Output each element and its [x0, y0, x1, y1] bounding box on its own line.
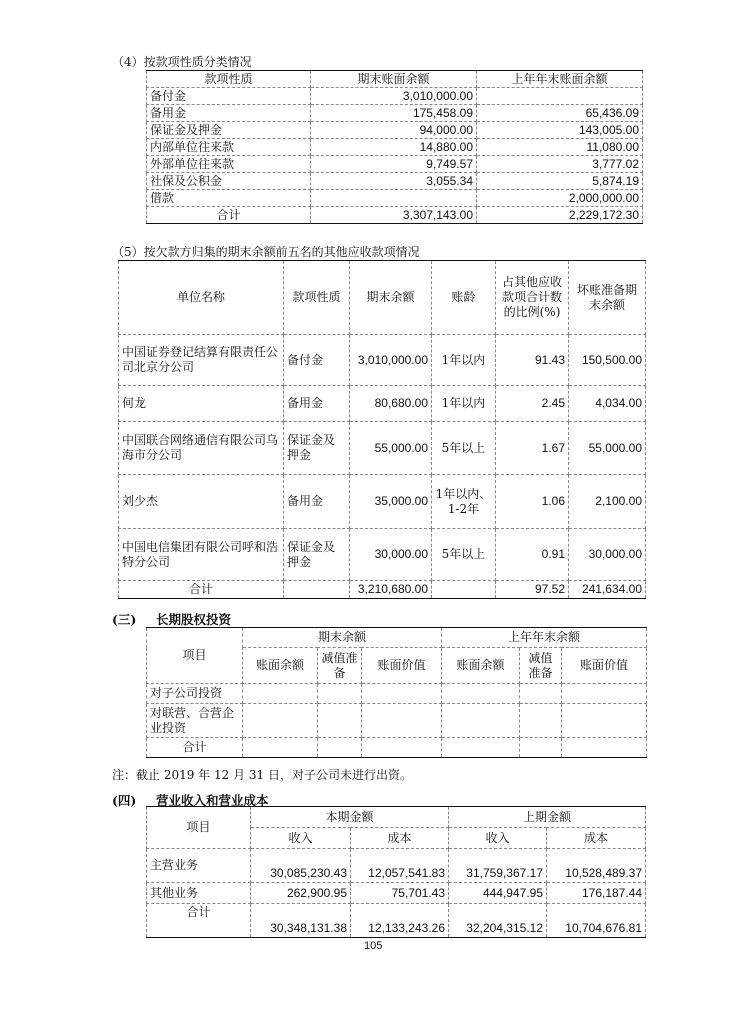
- column-header: 上年年末账面余额: [477, 71, 643, 88]
- cell-value: 3,055.34: [311, 173, 477, 190]
- empty-cell: [318, 684, 362, 704]
- total-label: 合计: [147, 207, 311, 224]
- cell-value: 80,680.00: [350, 386, 432, 422]
- cell-value: 备用金: [284, 475, 350, 529]
- table-row: [119, 475, 646, 529]
- debtor-name: 中国证券登记结算有限责任公司北京分公司: [119, 335, 284, 386]
- column-header: 成本: [351, 828, 449, 849]
- group-header: 本期金额: [251, 807, 449, 828]
- empty-cell: [243, 684, 318, 704]
- table-row: [147, 105, 643, 122]
- cell-value: 2.45: [496, 386, 569, 422]
- table-row: [147, 684, 647, 704]
- row-label: 社保及公积金: [147, 173, 311, 190]
- column-header: 项目: [147, 628, 243, 684]
- section-4b-title: 营业收入和营业成本: [156, 793, 269, 808]
- cell-value: 30,085,230.43: [251, 849, 351, 883]
- section-3-number: (三): [112, 612, 137, 627]
- column-header: 项目: [147, 807, 251, 849]
- empty-cell: [562, 684, 647, 704]
- total-value: 3,210,680.00: [350, 581, 432, 599]
- table-row: [147, 156, 643, 173]
- table-total-row: [147, 904, 646, 938]
- cell-value: 55,000.00: [569, 422, 646, 475]
- cell-value: 444,947.95: [449, 883, 547, 904]
- row-label: 内部单位往来款: [147, 139, 311, 156]
- long-term-equity-table: [146, 627, 647, 758]
- cell-value: 65,436.09: [477, 105, 643, 122]
- total-value: 2,229,172.30: [477, 207, 643, 224]
- row-label: 备用金: [147, 105, 311, 122]
- column-header: 成本: [547, 828, 646, 849]
- cell-value: 30,000.00: [350, 529, 432, 581]
- column-header: 占其他应收款项合计数的比例(%): [496, 261, 569, 335]
- column-header: 账面价值: [362, 648, 442, 684]
- empty-cell: [442, 684, 520, 704]
- cell-value: 35,000.00: [350, 475, 432, 529]
- empty-cell: [562, 704, 647, 738]
- section-4-heading: （4）按款项性质分类情况: [112, 55, 252, 69]
- cell-value: 5年以上: [432, 529, 496, 581]
- empty-cell: [318, 738, 362, 758]
- empty-cell: [243, 738, 318, 758]
- column-header: 收入: [449, 828, 547, 849]
- column-header: 款项性质: [147, 71, 311, 88]
- cell-value: 31,759,367.17: [449, 849, 547, 883]
- cell-value: 30,000.00: [569, 529, 646, 581]
- page-number: 105: [364, 940, 383, 952]
- top-five-debtors-table: [118, 260, 646, 599]
- total-label: 合计: [147, 904, 251, 938]
- row-label: 备付金: [147, 88, 311, 105]
- column-header: 账面价值: [562, 648, 647, 684]
- cell-value: 91.43: [496, 335, 569, 386]
- cell-value: 5年以上: [432, 422, 496, 475]
- cell-value: 175,458.09: [311, 105, 477, 122]
- cell-value: 保证金及押金: [284, 529, 350, 581]
- empty-cell: [362, 684, 442, 704]
- cell-value: 150,500.00: [569, 335, 646, 386]
- empty-cell: [520, 738, 562, 758]
- cell-value: 262,900.95: [251, 883, 351, 904]
- column-header: 期末账面余额: [311, 71, 477, 88]
- total-label: 合计: [147, 738, 243, 758]
- cell-value: 143,005.00: [477, 122, 643, 139]
- group-header: 期末余额: [243, 628, 442, 648]
- empty-cell: [362, 704, 442, 738]
- cell-value: 55,000.00: [350, 422, 432, 475]
- cell-value: 0.91: [496, 529, 569, 581]
- table-row: [119, 335, 646, 386]
- cell-value: 备付金: [284, 335, 350, 386]
- cell-value: 备用金: [284, 386, 350, 422]
- column-header: 账面余额: [243, 648, 318, 684]
- table-row: [119, 386, 646, 422]
- cell-value: 9,749.57: [311, 156, 477, 173]
- section-4b-number: (四): [112, 793, 137, 808]
- revenue-cost-table: [146, 806, 646, 938]
- table-header-row: [147, 807, 646, 828]
- table-row: [147, 88, 643, 105]
- empty-cell: [520, 684, 562, 704]
- row-label: 对联营、合营企业投资: [147, 704, 243, 738]
- cell-value: 94,000.00: [311, 122, 477, 139]
- total-value: 97.52: [496, 581, 569, 599]
- column-header: 账面余额: [442, 648, 520, 684]
- empty-cell: [362, 738, 442, 758]
- column-header: 收入: [251, 828, 351, 849]
- nature-classification-table: [146, 70, 643, 224]
- column-header: 坏账准备期末余额: [569, 261, 646, 335]
- total-value: 30,348,131.38: [251, 904, 351, 938]
- total-value: 3,307,143.00: [311, 207, 477, 224]
- column-header: 减值准备: [520, 648, 562, 684]
- total-value: 12,133,243.26: [351, 904, 449, 938]
- empty-cell: [562, 738, 647, 758]
- empty-cell: [520, 704, 562, 738]
- total-value: [284, 581, 350, 599]
- cell-value: 12,057,541.83: [351, 849, 449, 883]
- note-text: 注：截止 2019 年 12 月 31 日，对子公司未进行出资。: [112, 768, 412, 782]
- cell-value: 4,034.00: [569, 386, 646, 422]
- table-row: [147, 883, 646, 904]
- cell-value: [311, 190, 477, 207]
- cell-value: 3,010,000.00: [350, 335, 432, 386]
- table-row: [147, 139, 643, 156]
- cell-value: 10,528,489.37: [547, 849, 646, 883]
- table-row: [147, 173, 643, 190]
- table-row: [119, 529, 646, 581]
- debtor-name: 中国联合网络通信有限公司乌海市分公司: [119, 422, 284, 475]
- cell-value: 11,080.00: [477, 139, 643, 156]
- row-label: 主营业务: [147, 849, 251, 883]
- empty-cell: [243, 704, 318, 738]
- group-header: 上期金额: [449, 807, 646, 828]
- cell-value: 75,701.43: [351, 883, 449, 904]
- cell-value: 5,874.19: [477, 173, 643, 190]
- row-label: 保证金及押金: [147, 122, 311, 139]
- cell-value: [477, 88, 643, 105]
- table-header-row: [147, 71, 643, 88]
- table-header-row: [119, 261, 646, 335]
- column-header: 账龄: [432, 261, 496, 335]
- cell-value: 保证金及押金: [284, 422, 350, 475]
- row-label: 借款: [147, 190, 311, 207]
- table-row: [147, 190, 643, 207]
- empty-cell: [318, 704, 362, 738]
- empty-cell: [442, 704, 520, 738]
- table-row: [147, 122, 643, 139]
- cell-value: 1年以内: [432, 335, 496, 386]
- group-header: 上年年末余额: [442, 628, 647, 648]
- debtor-name: 何龙: [119, 386, 284, 422]
- row-label: 对子公司投资: [147, 684, 243, 704]
- row-label: 外部单位往来款: [147, 156, 311, 173]
- total-value: 241,634.00: [569, 581, 646, 599]
- total-value: [432, 581, 496, 599]
- table-total-row: [147, 738, 647, 758]
- cell-value: 176,187.44: [547, 883, 646, 904]
- column-header: 款项性质: [284, 261, 350, 335]
- cell-value: 14,880.00: [311, 139, 477, 156]
- section-3-title: 长期股权投资: [156, 612, 232, 627]
- column-header: 单位名称: [119, 261, 284, 335]
- cell-value: 1.06: [496, 475, 569, 529]
- cell-value: 3,010,000.00: [311, 88, 477, 105]
- total-label: 合计: [119, 581, 284, 599]
- debtor-name: 中国电信集团有限公司呼和浩特分公司: [119, 529, 284, 581]
- table-total-row: [119, 581, 646, 599]
- total-value: 10,704,676.81: [547, 904, 646, 938]
- cell-value: 2,100.00: [569, 475, 646, 529]
- table-row: [119, 422, 646, 475]
- table-row: [147, 849, 646, 883]
- column-header: 减值准备: [318, 648, 362, 684]
- table-total-row: [147, 207, 643, 224]
- column-header: 期末余额: [350, 261, 432, 335]
- cell-value: 3,777.02: [477, 156, 643, 173]
- debtor-name: 刘少杰: [119, 475, 284, 529]
- section-5-heading: （5）按欠款方归集的期末余额前五名的其他应收款项情况: [112, 245, 420, 259]
- cell-value: 2,000,000.00: [477, 190, 643, 207]
- total-value: 32,204,315.12: [449, 904, 547, 938]
- cell-value: 1年以内、1-2年: [432, 475, 496, 529]
- cell-value: 1.67: [496, 422, 569, 475]
- cell-value: 1年以内: [432, 386, 496, 422]
- table-row: [147, 704, 647, 738]
- empty-cell: [442, 738, 520, 758]
- row-label: 其他业务: [147, 883, 251, 904]
- table-header-row: [147, 628, 647, 648]
